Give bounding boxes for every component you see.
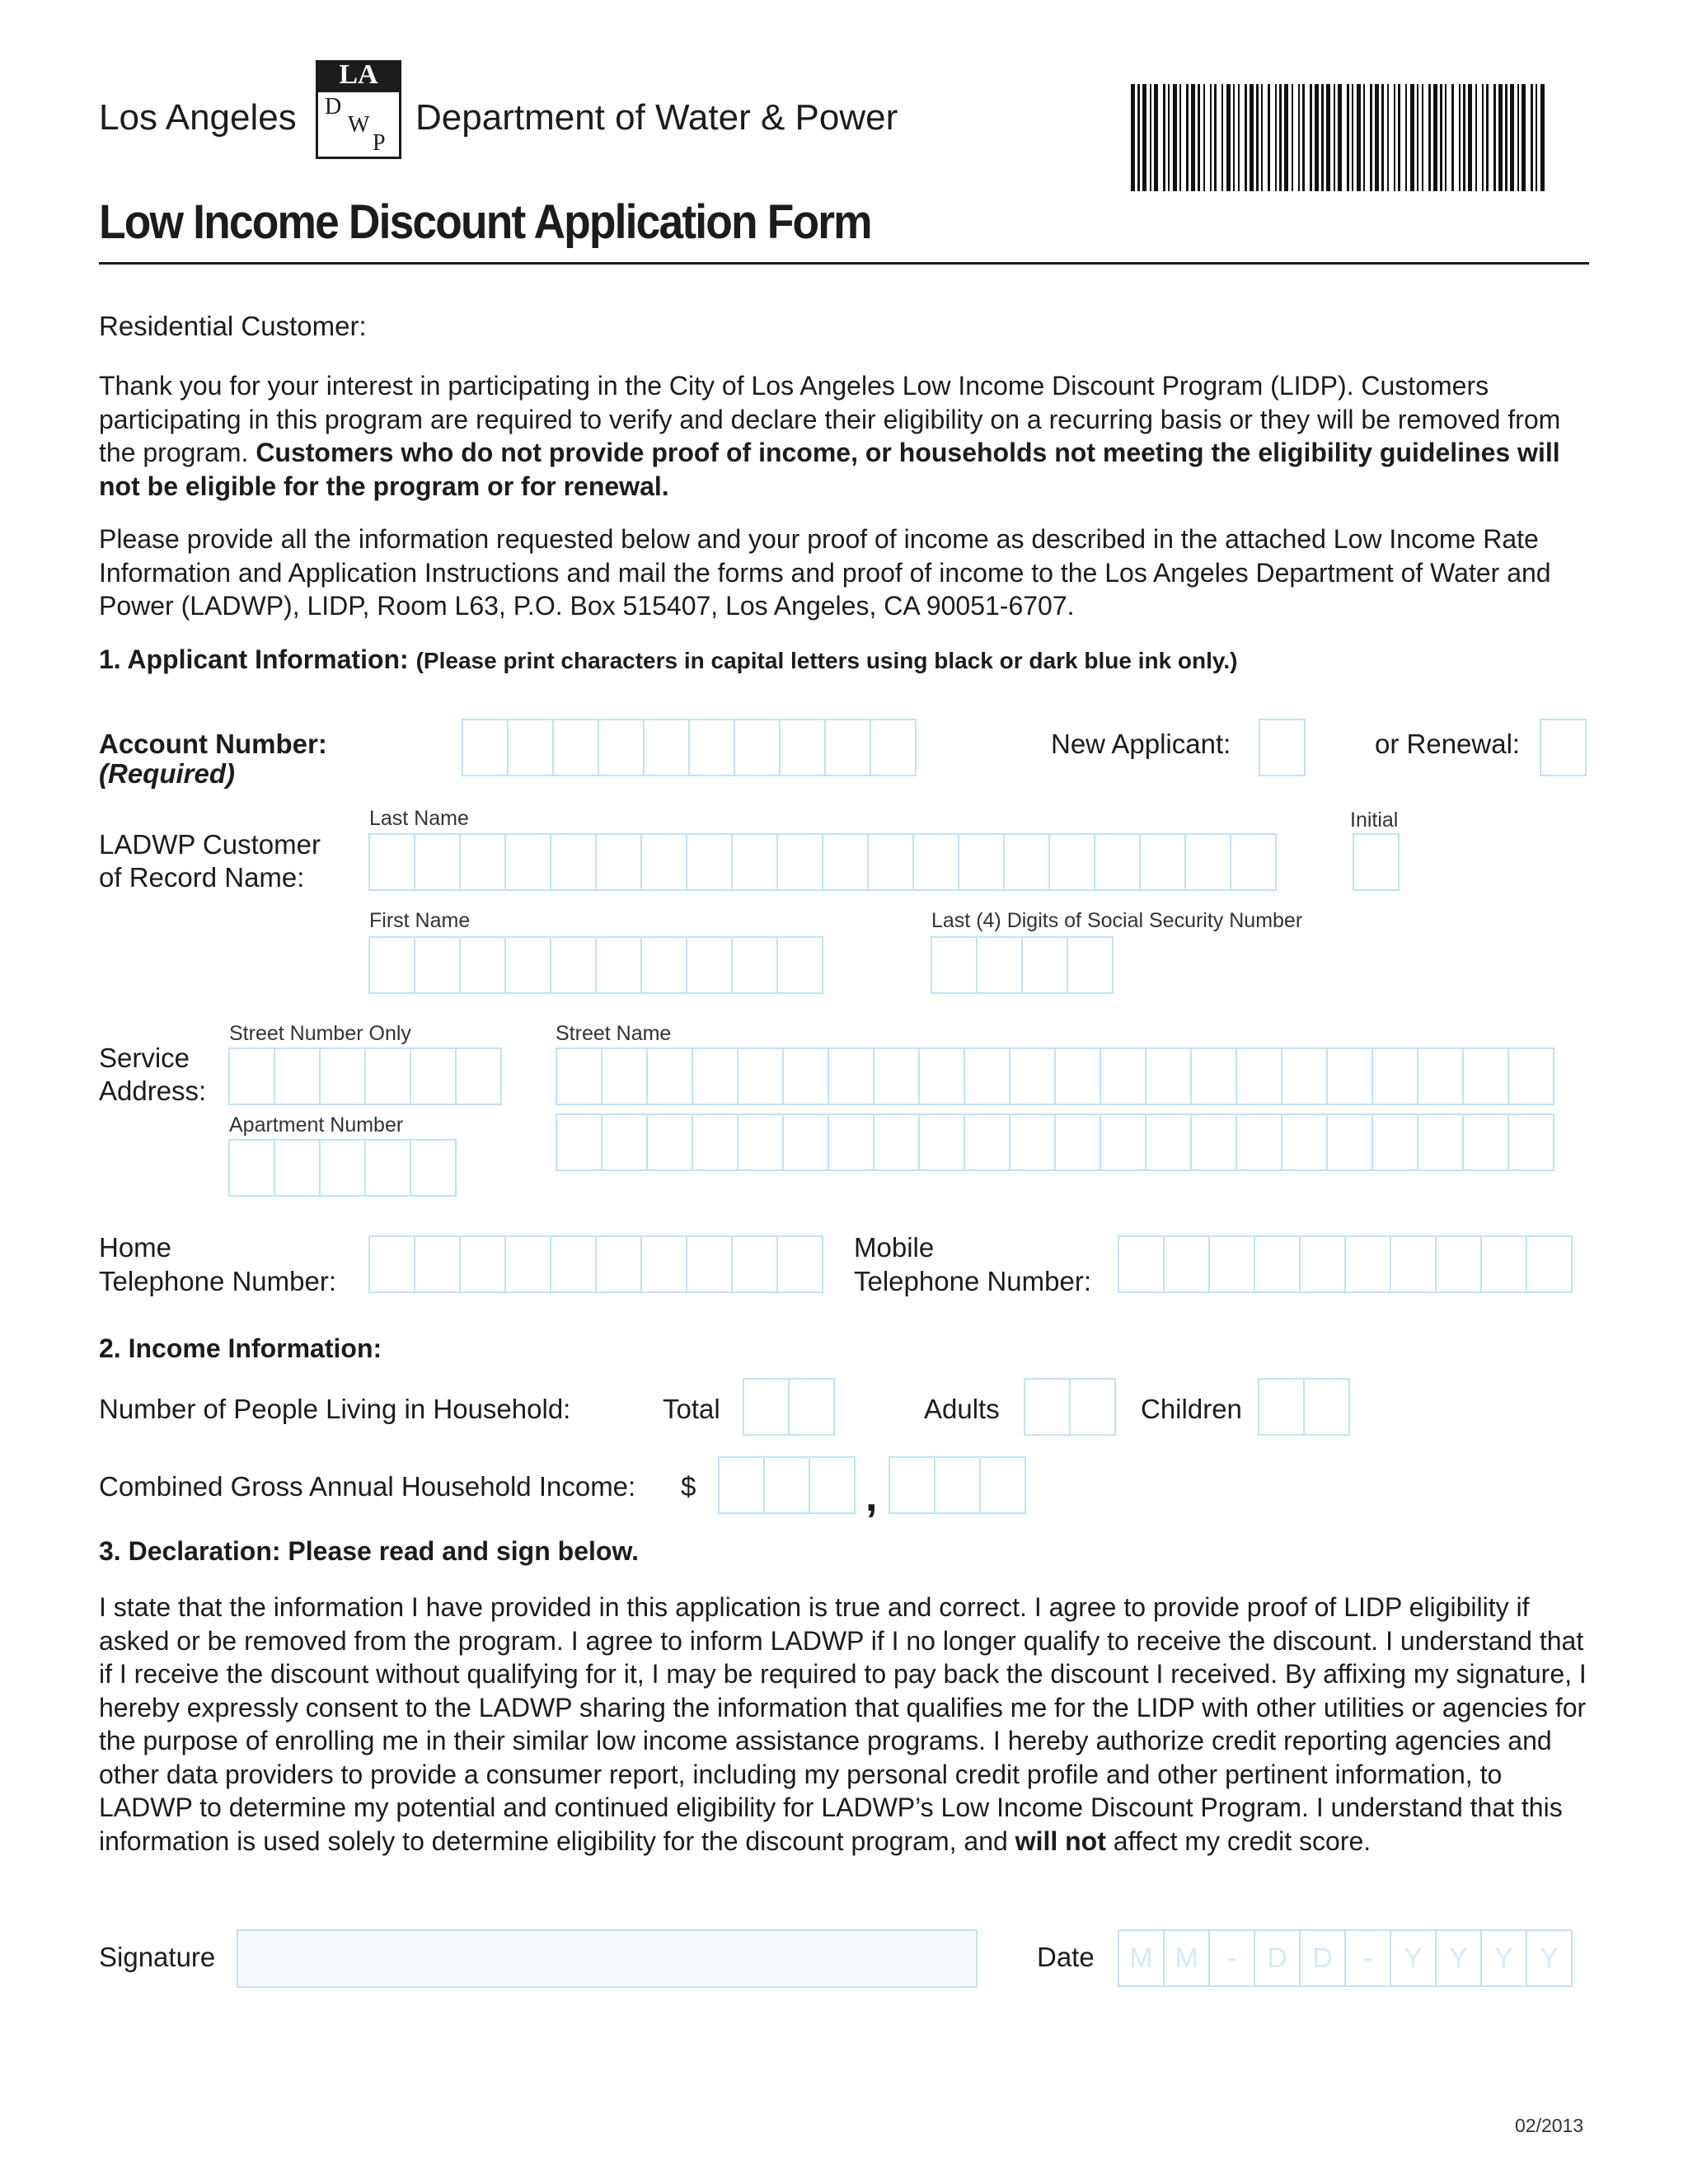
intro-p1-normal: Thank you for your interest in participating in the City of Los Angeles Low Income Discount Program (LIDP). Customers participating in this program are required to verify and declare their eligibility on a recurring basis or they will be removed from the program. — [99, 371, 1561, 467]
household-total-field[interactable] — [743, 1378, 833, 1436]
char-box[interactable] — [595, 936, 642, 994]
barcode-bar — [1238, 84, 1240, 191]
ssn-label: Last (4) Digits of Social Security Number — [931, 909, 1303, 932]
char-box[interactable] — [228, 1047, 275, 1105]
char-box[interactable] — [1048, 833, 1095, 891]
barcode-bar — [1226, 84, 1231, 191]
char-box[interactable] — [1190, 1047, 1237, 1105]
char-box[interactable] — [410, 1047, 457, 1105]
char-box[interactable] — [507, 719, 554, 776]
char-box[interactable] — [1139, 833, 1186, 891]
char-box[interactable] — [1480, 1235, 1527, 1293]
initial-field[interactable] — [1353, 833, 1398, 891]
barcode-bar — [1510, 84, 1514, 191]
barcode-bar — [1347, 84, 1349, 191]
renewal-label: or Renewal: — [1375, 729, 1521, 759]
char-box[interactable] — [1009, 1047, 1056, 1105]
char-box[interactable] — [640, 1235, 687, 1293]
barcode-bar — [1268, 84, 1270, 191]
char-box[interactable] — [1118, 1235, 1165, 1293]
barcode-bar — [1459, 84, 1461, 191]
char-box[interactable] — [1417, 1113, 1464, 1171]
char-box[interactable] — [828, 1113, 874, 1171]
char-box[interactable] — [1067, 936, 1114, 994]
char-box[interactable] — [364, 1139, 411, 1197]
char-box[interactable] — [646, 1113, 693, 1171]
barcode-bar — [1363, 84, 1365, 191]
last-name-field[interactable] — [368, 833, 1275, 891]
char-box[interactable] — [1390, 1235, 1437, 1293]
mobile-phone-field[interactable] — [1118, 1235, 1571, 1293]
barcode-bar — [1352, 84, 1353, 191]
char-box[interactable] — [504, 936, 551, 994]
barcode-bar — [1315, 84, 1319, 191]
char-box[interactable] — [1344, 1235, 1391, 1293]
char-box[interactable] — [1145, 1047, 1192, 1105]
barcode-bar — [1250, 84, 1254, 191]
household-children-field[interactable] — [1258, 1378, 1348, 1436]
char-box[interactable] — [368, 1235, 415, 1293]
barcode-bar — [1428, 84, 1431, 191]
barcode-bar — [1451, 84, 1454, 191]
apartment-number-label: Apartment Number — [229, 1113, 404, 1137]
char-box[interactable] — [598, 719, 645, 776]
date-char-box[interactable]: - — [1344, 1929, 1391, 1987]
char-box[interactable] — [1100, 1047, 1146, 1105]
account-number-label: Account Number: — [99, 729, 327, 759]
char-box[interactable] — [1236, 1113, 1282, 1171]
char-box[interactable] — [1281, 1113, 1328, 1171]
barcode-bar — [1198, 84, 1200, 191]
char-box[interactable] — [643, 719, 690, 776]
char-box[interactable] — [1094, 833, 1141, 891]
char-box[interactable] — [918, 1113, 965, 1171]
renewal-checkbox[interactable] — [1540, 719, 1585, 776]
barcode-bar — [1357, 84, 1361, 191]
barcode-bar — [1498, 84, 1503, 191]
barcode-bar — [1191, 84, 1195, 191]
barcode-bar — [1387, 84, 1389, 191]
char-box[interactable] — [873, 1047, 920, 1105]
barcode-bar — [1245, 84, 1247, 191]
barcode-bar — [1468, 84, 1472, 191]
barcode-bar — [1233, 84, 1235, 191]
char-box[interactable] — [1540, 719, 1587, 776]
barcode-bar — [1493, 84, 1496, 191]
intro-p2: Please provide all the information requested below and your proof of income as described in the attached Low Income Rate Information and Application Instructions and mail the forms and proof of income to the Los Angeles Department of Water and Power (LADWP), LIDP, Room L63, P.O. Box 515407, Los Angeles, CA 90051-6707. — [99, 524, 1551, 621]
barcode-bar — [1179, 84, 1181, 191]
barcode-bar — [1221, 84, 1223, 191]
char-box[interactable] — [414, 1235, 461, 1293]
section-1-title: 1. Applicant Information: — [99, 644, 409, 674]
ladwp-logo — [316, 60, 401, 159]
char-box[interactable] — [731, 833, 778, 891]
barcode-bar — [1284, 84, 1288, 191]
barcode-bar — [1186, 84, 1189, 191]
char-box[interactable] — [552, 719, 599, 776]
income-comma: , — [865, 1473, 878, 1521]
logo-letter-d: D — [325, 94, 342, 120]
barcode-bar — [1275, 84, 1277, 191]
barcode-bar — [1517, 84, 1519, 191]
page-title: Low Income Discount Application Form — [99, 195, 871, 249]
barcode-bar — [1405, 84, 1407, 191]
barcode-bar — [1154, 84, 1158, 191]
char-box[interactable] — [455, 1047, 502, 1105]
barcode-bar — [1214, 84, 1217, 191]
char-box[interactable] — [958, 833, 1005, 891]
date-char-box[interactable]: - — [1208, 1929, 1255, 1987]
section-1-note: (Please print characters in capital letters using black or dark blue ink only.) — [415, 648, 1238, 673]
char-box[interactable] — [459, 833, 506, 891]
char-box[interactable] — [410, 1139, 457, 1197]
barcode-bar — [1142, 84, 1146, 191]
char-box[interactable] — [912, 833, 959, 891]
barcode-bar — [1398, 84, 1400, 191]
barcode-bar — [1131, 84, 1135, 191]
char-box[interactable] — [734, 719, 781, 776]
signature-field[interactable] — [237, 1929, 978, 1988]
char-box[interactable] — [1372, 1113, 1418, 1171]
char-box[interactable] — [731, 1235, 778, 1293]
char-box[interactable] — [964, 1113, 1010, 1171]
barcode-bar — [1302, 84, 1305, 191]
char-box[interactable] — [601, 1113, 648, 1171]
ssn-field[interactable] — [931, 936, 1112, 994]
date-char-box[interactable]: M — [1118, 1929, 1165, 1987]
char-box[interactable] — [737, 1047, 784, 1105]
char-box[interactable] — [1003, 833, 1050, 891]
household-adults-field[interactable] — [1024, 1378, 1114, 1436]
logo-la-text: LA — [316, 60, 401, 90]
barcode-bar — [1163, 84, 1165, 191]
mobile-phone-label-1: Mobile — [854, 1232, 935, 1263]
barcode-bar — [1256, 84, 1259, 191]
intro-paragraph-1 — [99, 369, 1591, 503]
mobile-phone-label-2: Telephone Number: — [854, 1266, 1092, 1296]
customer-name-label-1: LADWP Customer — [99, 829, 321, 860]
char-box[interactable] — [873, 1113, 920, 1171]
barcode-bar — [1445, 84, 1447, 191]
char-box[interactable] — [782, 1113, 829, 1171]
char-box[interactable] — [601, 1047, 648, 1105]
char-box[interactable] — [1258, 1378, 1305, 1436]
char-box[interactable] — [692, 1047, 738, 1105]
street-number-label: Street Number Only — [229, 1022, 411, 1045]
barcode-bar — [1522, 84, 1526, 191]
date-char-box[interactable]: Y — [1390, 1929, 1437, 1987]
char-box[interactable] — [979, 1456, 1026, 1514]
new-applicant-label: New Applicant: — [1051, 729, 1231, 759]
char-box[interactable] — [459, 1235, 506, 1293]
char-box[interactable] — [368, 936, 415, 994]
char-box[interactable] — [1069, 1378, 1116, 1436]
char-box[interactable] — [228, 1139, 275, 1197]
barcode-bar — [1417, 84, 1418, 191]
barcode-bar — [1463, 84, 1465, 191]
char-box[interactable] — [595, 1235, 642, 1293]
total-label: Total — [663, 1394, 720, 1424]
char-box[interactable] — [889, 1456, 935, 1514]
char-box[interactable] — [556, 1047, 603, 1105]
char-box[interactable] — [779, 719, 826, 776]
barcode-bar — [1173, 84, 1177, 191]
first-name-field[interactable] — [368, 936, 822, 994]
char-box[interactable] — [824, 719, 871, 776]
barcode-bar — [1422, 84, 1423, 191]
dollar-sign: $ — [681, 1471, 696, 1502]
barcode-bar — [1203, 84, 1205, 191]
char-box[interactable] — [550, 936, 597, 994]
street-number-field[interactable] — [228, 1047, 500, 1105]
char-box[interactable] — [1100, 1113, 1146, 1171]
initial-label: Initial — [1350, 808, 1399, 832]
char-box[interactable] — [688, 719, 735, 776]
logo-letter-p: P — [373, 130, 386, 156]
char-box[interactable] — [274, 1047, 321, 1105]
household-label: Number of People Living in Household: — [99, 1394, 571, 1424]
char-box[interactable] — [462, 719, 509, 776]
section-2-heading: 2. Income Information: — [99, 1333, 382, 1363]
char-box[interactable] — [640, 936, 687, 994]
signature-label: Signature — [99, 1942, 216, 1972]
char-box[interactable] — [718, 1456, 765, 1514]
char-box[interactable] — [414, 936, 461, 994]
char-box[interactable] — [640, 833, 687, 891]
char-box[interactable] — [1009, 1113, 1056, 1171]
date-char-box[interactable]: M — [1163, 1929, 1210, 1987]
barcode-bar — [1137, 84, 1140, 191]
char-box[interactable] — [934, 1456, 981, 1514]
char-box[interactable] — [1259, 719, 1306, 776]
service-address-label-2: Address: — [99, 1076, 207, 1106]
char-box[interactable] — [737, 1113, 784, 1171]
char-box[interactable] — [1462, 1047, 1509, 1105]
barcode-bar — [1261, 84, 1263, 191]
intro-paragraph-2 — [99, 523, 1591, 623]
char-box[interactable] — [556, 1113, 603, 1171]
barcode-bar — [1394, 84, 1395, 191]
char-box[interactable] — [1507, 1113, 1554, 1171]
section-3-heading: 3. Declaration: Please read and sign below. — [99, 1536, 640, 1566]
logo-letter-w: W — [348, 112, 370, 138]
char-box[interactable] — [1163, 1235, 1210, 1293]
char-box[interactable] — [1417, 1047, 1464, 1105]
char-box[interactable] — [274, 1139, 321, 1197]
char-box[interactable] — [319, 1047, 366, 1105]
adults-label: Adults — [924, 1394, 1000, 1424]
char-box[interactable] — [731, 936, 778, 994]
declaration-text — [99, 1591, 1596, 1858]
char-box[interactable] — [414, 833, 461, 891]
date-char-box[interactable]: D — [1254, 1929, 1301, 1987]
char-box[interactable] — [504, 1235, 551, 1293]
char-box[interactable] — [686, 936, 733, 994]
barcode-bar — [1292, 84, 1293, 191]
char-box[interactable] — [1281, 1047, 1328, 1105]
street-name-field-line-2[interactable] — [556, 1113, 1553, 1171]
income-thousands-field[interactable] — [718, 1456, 854, 1514]
char-box[interactable] — [1190, 1113, 1237, 1171]
char-box[interactable] — [870, 719, 917, 776]
char-box[interactable] — [776, 833, 823, 891]
char-box[interactable] — [743, 1378, 790, 1436]
barcode-bar — [1540, 84, 1545, 191]
char-box[interactable] — [1208, 1235, 1255, 1293]
barcode-bar — [1334, 84, 1335, 191]
barcode-bar — [1531, 84, 1533, 191]
barcode-bar — [1440, 84, 1442, 191]
date-char-box[interactable]: Y — [1480, 1929, 1527, 1987]
char-box[interactable] — [1326, 1047, 1373, 1105]
barcode — [1131, 84, 1545, 191]
home-phone-field[interactable] — [368, 1235, 822, 1293]
barcode-bar — [1279, 84, 1282, 191]
barcode-bar — [1321, 84, 1324, 191]
intro-p1-bold: Customers who do not provide proof of income, or households not meeting the eligibility guidelines will not be eligible for the program or for renewal. — [99, 438, 1560, 501]
barcode-bar — [1310, 84, 1312, 191]
char-box[interactable] — [646, 1047, 693, 1105]
street-name-field-line-1[interactable] — [556, 1047, 1553, 1105]
char-box[interactable] — [550, 833, 597, 891]
char-box[interactable] — [550, 1235, 597, 1293]
char-box[interactable] — [1353, 833, 1400, 891]
char-box[interactable] — [1254, 1235, 1301, 1293]
new-applicant-checkbox[interactable] — [1259, 719, 1304, 776]
barcode-bar — [1381, 84, 1384, 191]
barcode-bar — [1475, 84, 1477, 191]
date-char-box[interactable]: Y — [1526, 1929, 1573, 1987]
char-box[interactable] — [931, 936, 978, 994]
char-box[interactable] — [776, 936, 823, 994]
salutation: Residential Customer: — [99, 311, 367, 341]
char-box[interactable] — [828, 1047, 874, 1105]
char-box[interactable] — [1507, 1047, 1554, 1105]
children-label: Children — [1141, 1394, 1242, 1424]
declaration-text-end: affect my credit score. — [1113, 1825, 1372, 1856]
street-name-label: Street Name — [556, 1022, 672, 1045]
barcode-bar — [1150, 84, 1151, 191]
char-box[interactable] — [1021, 936, 1068, 994]
char-box[interactable] — [763, 1456, 810, 1514]
char-box[interactable] — [1184, 833, 1231, 891]
char-box[interactable] — [782, 1047, 829, 1105]
home-phone-label-1: Home — [99, 1232, 172, 1263]
title-divider — [99, 262, 1589, 265]
char-box[interactable] — [504, 833, 551, 891]
account-number-field[interactable] — [462, 719, 915, 776]
customer-name-label-2: of Record Name: — [99, 862, 305, 893]
char-box[interactable] — [595, 833, 642, 891]
barcode-bar — [1326, 84, 1330, 191]
char-box[interactable] — [1299, 1235, 1346, 1293]
barcode-bar — [1338, 84, 1342, 191]
char-box[interactable] — [1236, 1047, 1282, 1105]
barcode-bar — [1482, 84, 1484, 191]
char-box[interactable] — [1024, 1378, 1071, 1436]
org-name-right: Department of Water & Power — [415, 97, 898, 138]
char-box[interactable] — [1145, 1113, 1192, 1171]
account-required-label: (Required) — [99, 758, 235, 789]
apartment-number-field[interactable] — [228, 1139, 455, 1197]
char-box[interactable] — [1054, 1113, 1101, 1171]
char-box[interactable] — [459, 936, 506, 994]
form-revision-code: 02/2013 — [1515, 2115, 1584, 2136]
char-box[interactable] — [1435, 1235, 1482, 1293]
char-box[interactable] — [964, 1047, 1010, 1105]
section-1-heading — [99, 644, 1238, 675]
char-box[interactable] — [368, 833, 415, 891]
char-box[interactable] — [976, 936, 1023, 994]
char-box[interactable] — [1230, 833, 1277, 891]
barcode-bar — [1298, 84, 1300, 191]
char-box[interactable] — [822, 833, 869, 891]
last-name-label: Last Name — [369, 807, 469, 830]
char-box[interactable] — [1054, 1047, 1101, 1105]
home-phone-label-2: Telephone Number: — [99, 1266, 337, 1296]
barcode-bar — [1486, 84, 1489, 191]
barcode-bar — [1536, 84, 1537, 191]
barcode-bar — [1375, 84, 1379, 191]
char-box[interactable] — [1372, 1047, 1418, 1105]
first-name-label: First Name — [369, 909, 471, 932]
char-box[interactable] — [1303, 1378, 1350, 1436]
income-label: Combined Gross Annual Household Income: — [99, 1471, 636, 1502]
char-box[interactable] — [776, 1235, 823, 1293]
date-char-box[interactable]: Y — [1435, 1929, 1482, 1987]
barcode-bar — [1370, 84, 1372, 191]
char-box[interactable] — [809, 1456, 856, 1514]
char-box[interactable] — [364, 1047, 411, 1105]
char-box[interactable] — [867, 833, 914, 891]
barcode-bar — [1505, 84, 1507, 191]
date-char-box[interactable]: D — [1299, 1929, 1346, 1987]
char-box[interactable] — [686, 1235, 733, 1293]
char-box[interactable] — [319, 1139, 366, 1197]
char-box[interactable] — [686, 833, 733, 891]
char-box[interactable] — [1462, 1113, 1509, 1171]
barcode-bar — [1410, 84, 1414, 191]
declaration-text-main: I state that the information I have provided in this application is true and correct. I agree to provide proof of LIDP eligibility if asked or be removed from the program. I agree to inform LADWP if I no longer qualify to receive the discount. I understand that if I receive the discount without qualifying for it, I may be required to pay back the discount I received. By affixing my signature, I hereby expressly consent to the LADWP sharing the information that qualifies me for the LIDP with other utilities or agencies for the purpose of enrolling me in their similar low income assistance programs. I hereby authorize credit reporting agencies and other data providers to provide a consumer report, including my personal credit profile and other pertinent information, to LADWP to determine my potential and continued eligibility for LADWP’s Low Income Discount Program. I understand that this information is used solely to determine eligibility for the discount program, and — [99, 1592, 1587, 1856]
date-label: Date — [1037, 1942, 1095, 1972]
barcode-bar — [1433, 84, 1437, 191]
barcode-bar — [1168, 84, 1170, 191]
char-box[interactable] — [918, 1047, 965, 1105]
barcode-bar — [1210, 84, 1212, 191]
char-box[interactable] — [788, 1378, 835, 1436]
declaration-will-not: will not — [1015, 1825, 1106, 1856]
org-name-left: Los Angeles — [99, 97, 297, 138]
char-box[interactable] — [692, 1113, 738, 1171]
char-box[interactable] — [1526, 1235, 1573, 1293]
income-hundreds-field[interactable] — [889, 1456, 1025, 1514]
char-box[interactable] — [1326, 1113, 1373, 1171]
service-address-label-1: Service — [99, 1043, 190, 1073]
date-field[interactable] — [1118, 1929, 1571, 1987]
